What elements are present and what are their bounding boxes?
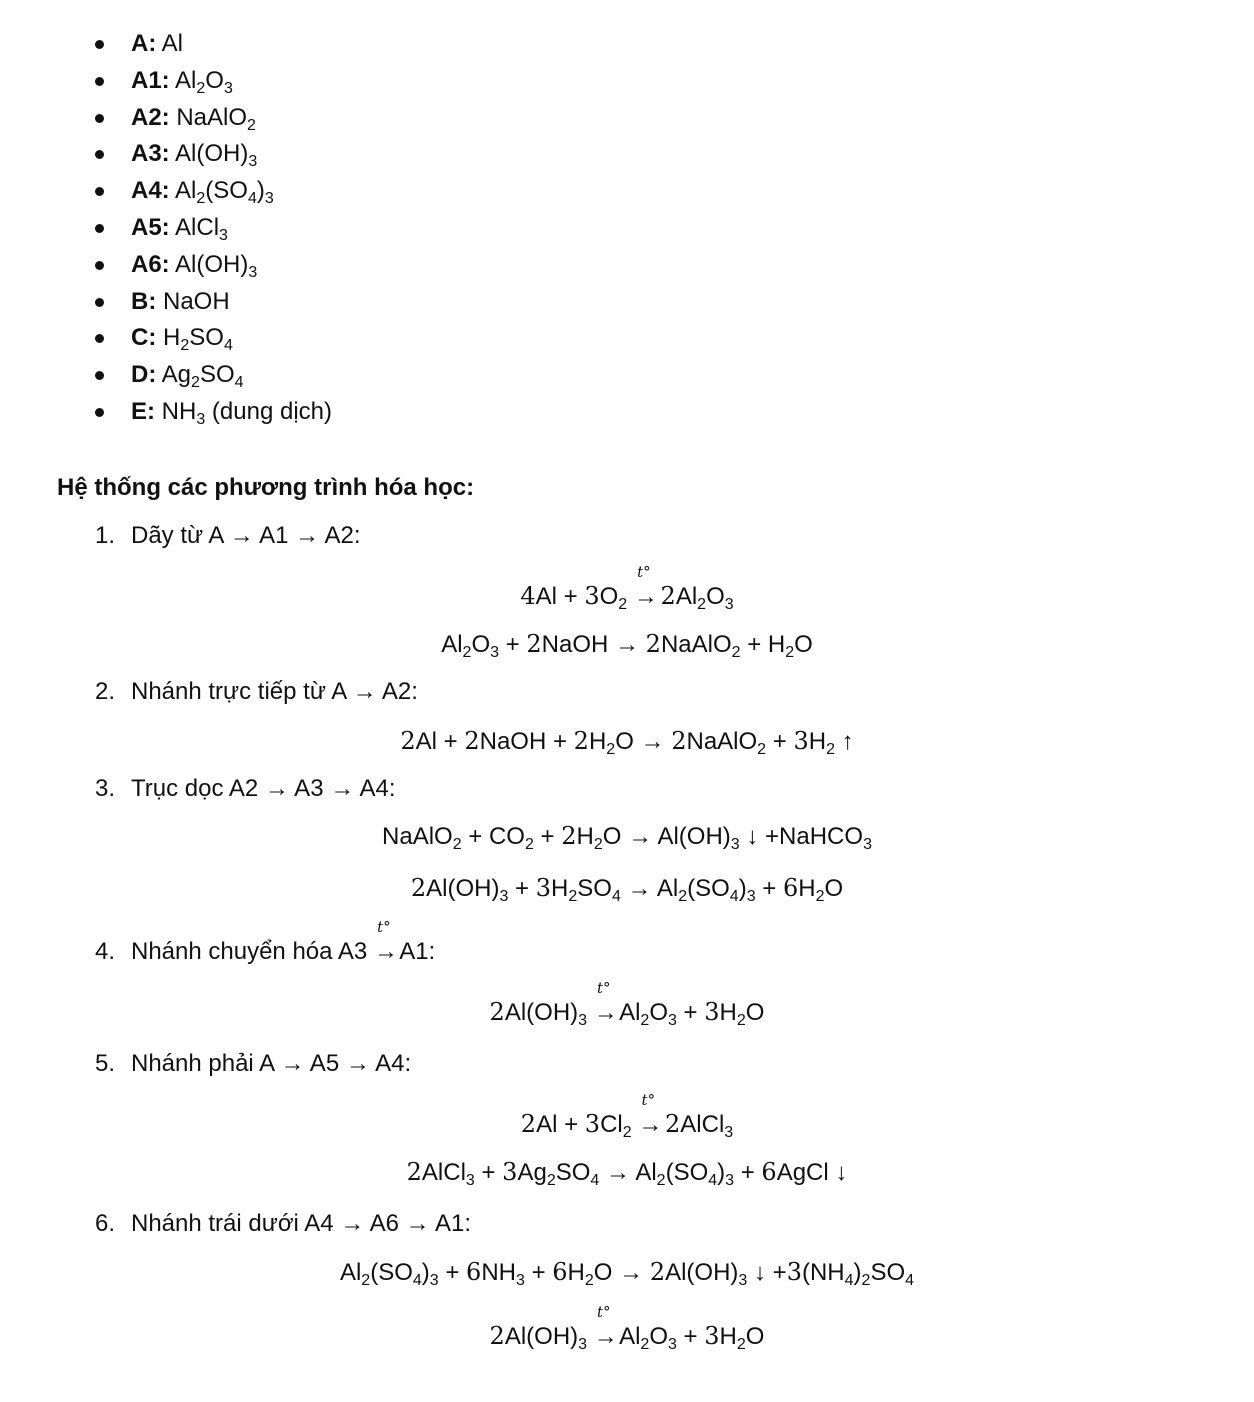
equation-5 — [0, 874, 1254, 903]
substance-key: E: — [131, 397, 155, 425]
heating-arrow: t° → — [638, 1091, 663, 1138]
step-2 — [95, 678, 418, 706]
equation-text: $Al_2O_3$ + 2NaOH → 2NaAlO$_2$ + $H_2O$ — [441, 630, 813, 661]
bullet-icon — [95, 187, 104, 196]
equation-4 — [0, 822, 1254, 851]
substance-item — [0, 210, 332, 247]
substance-formula: $NH_3$ (dung dịch) — [161, 397, 332, 428]
equation-8 — [0, 1158, 1254, 1187]
step-title: Nhánh phải A → A5 → A4: — [131, 1050, 412, 1077]
bullet-icon — [95, 224, 104, 233]
substance-formula: $Al_2O_3$ — [175, 66, 233, 97]
equation-text: $2Al(OH)_3 + 3H_2SO_4 \to Al_2(SO_4)_3 + 6H_2O$ — [410, 874, 844, 905]
step-6 — [95, 1210, 471, 1238]
equation-text: $2Al(OH)_3$ t° → $Al_2O_3 + 3H_2O$ — [489, 979, 765, 1029]
step-4 — [95, 918, 436, 966]
substance-item — [0, 320, 332, 357]
substance-item — [0, 136, 332, 173]
step-number: 3. — [95, 775, 116, 802]
step-5 — [95, 1050, 411, 1078]
substance-formula: $Ag_2SO_4$ — [161, 361, 244, 392]
substance-key: A3: — [131, 140, 170, 168]
substance-item — [0, 394, 332, 431]
substance-formula: $H_2SO_4$ — [163, 324, 233, 355]
substance-key: A5: — [131, 213, 170, 241]
step-number: 1. — [95, 522, 116, 549]
section-title: Hệ thống các phương trình hóa học: — [57, 474, 475, 501]
substance-key: B: — [131, 287, 157, 315]
step-title: Nhánh trực tiếp từ A → A2: — [131, 678, 418, 705]
equation-6 — [0, 979, 1254, 1029]
step-title: Nhánh chuyển hóa A3 t° → A1: — [131, 918, 436, 965]
substance-item — [0, 247, 332, 284]
bullet-icon — [95, 77, 104, 86]
equation-text: 2Al + 2NaOH + $2H_2O$ → 2NaAlO$_2$ + $3H_2$ ↑ — [400, 727, 854, 758]
equation-text: NaAlO$_2$ + $CO_2 + 2H_2O \to Al(OH)_3$ ↓ +NaHCO$_3$ — [382, 822, 872, 853]
bullet-icon — [95, 408, 104, 417]
step-1 — [95, 522, 361, 550]
step-title: Trục dọc A2 → A3 → A4: — [131, 775, 396, 802]
step-number: 5. — [95, 1050, 116, 1077]
substance-list — [0, 26, 332, 431]
substance-item — [0, 284, 332, 321]
substance-item — [0, 63, 332, 100]
equation-text: 2AlCl$_3$ + $3Ag_2SO_4 \to Al_2(SO_4)_3$ + 6AgCl ↓ — [406, 1158, 848, 1189]
step-number: 2. — [95, 678, 116, 705]
substance-key: D: — [131, 361, 157, 389]
equation-7 — [0, 1091, 1254, 1141]
substance-key: A6: — [131, 250, 170, 278]
substance-formula: $Al(OH)_3$ — [175, 250, 258, 281]
heating-arrow: t° → — [633, 563, 658, 610]
equation-9 — [0, 1258, 1254, 1287]
step-title: Dãy từ A → A1 → A2: — [131, 522, 361, 549]
bullet-icon — [95, 261, 104, 270]
bullet-icon — [95, 334, 104, 343]
equation-3 — [0, 727, 1254, 756]
substance-key: A2: — [131, 103, 170, 131]
substance-item — [0, 26, 332, 63]
step-number: 6. — [95, 1210, 116, 1237]
heating-arrow: t° → — [593, 1303, 618, 1350]
equation-text: $2Al + 3Cl_2$ t° → 2AlCl$_3$ — [520, 1091, 734, 1141]
substance-item — [0, 357, 332, 394]
step-3 — [95, 775, 396, 803]
substance-formula: $Al_2(SO_4)_3$ — [175, 177, 274, 208]
substance-key: C: — [131, 324, 157, 352]
equation-1 — [0, 563, 1254, 613]
substance-item — [0, 173, 332, 210]
equation-text: $Al_2(SO_4)_3 + 6NH_3 + 6H_2O \to 2Al(OH)_3$ ↓ $+3(NH_4)_2SO_4$ — [339, 1258, 915, 1289]
heating-arrow: t° → — [373, 918, 398, 965]
substance-formula: Al — [161, 30, 184, 57]
bullet-icon — [95, 371, 104, 380]
heating-arrow: t° → — [593, 979, 618, 1026]
substance-key: A: — [131, 30, 157, 57]
substance-formula: NaOH — [163, 287, 230, 315]
bullet-icon — [95, 150, 104, 159]
step-title: Nhánh trái dưới A4 → A6 → A1: — [131, 1210, 471, 1237]
substance-formula: $Al(OH)_3$ — [175, 140, 258, 171]
equation-10 — [0, 1303, 1254, 1353]
step-number: 4. — [95, 938, 116, 965]
bullet-icon — [95, 114, 104, 123]
substance-key: A1: — [131, 66, 170, 94]
substance-formula: NaAlO$_2$ — [176, 103, 256, 134]
substance-key: A4: — [131, 177, 170, 205]
equation-2 — [0, 630, 1254, 659]
bullet-icon — [95, 40, 104, 49]
equation-text: $4Al + 3O_2$ t° → $2Al_2O_3$ — [520, 563, 734, 613]
bullet-icon — [95, 298, 104, 307]
equation-text: $2Al(OH)_3$ t° → $Al_2O_3 + 3H_2O$ — [489, 1303, 765, 1353]
substance-formula: AlCl$_3$ — [175, 213, 228, 244]
substance-item — [0, 100, 332, 137]
